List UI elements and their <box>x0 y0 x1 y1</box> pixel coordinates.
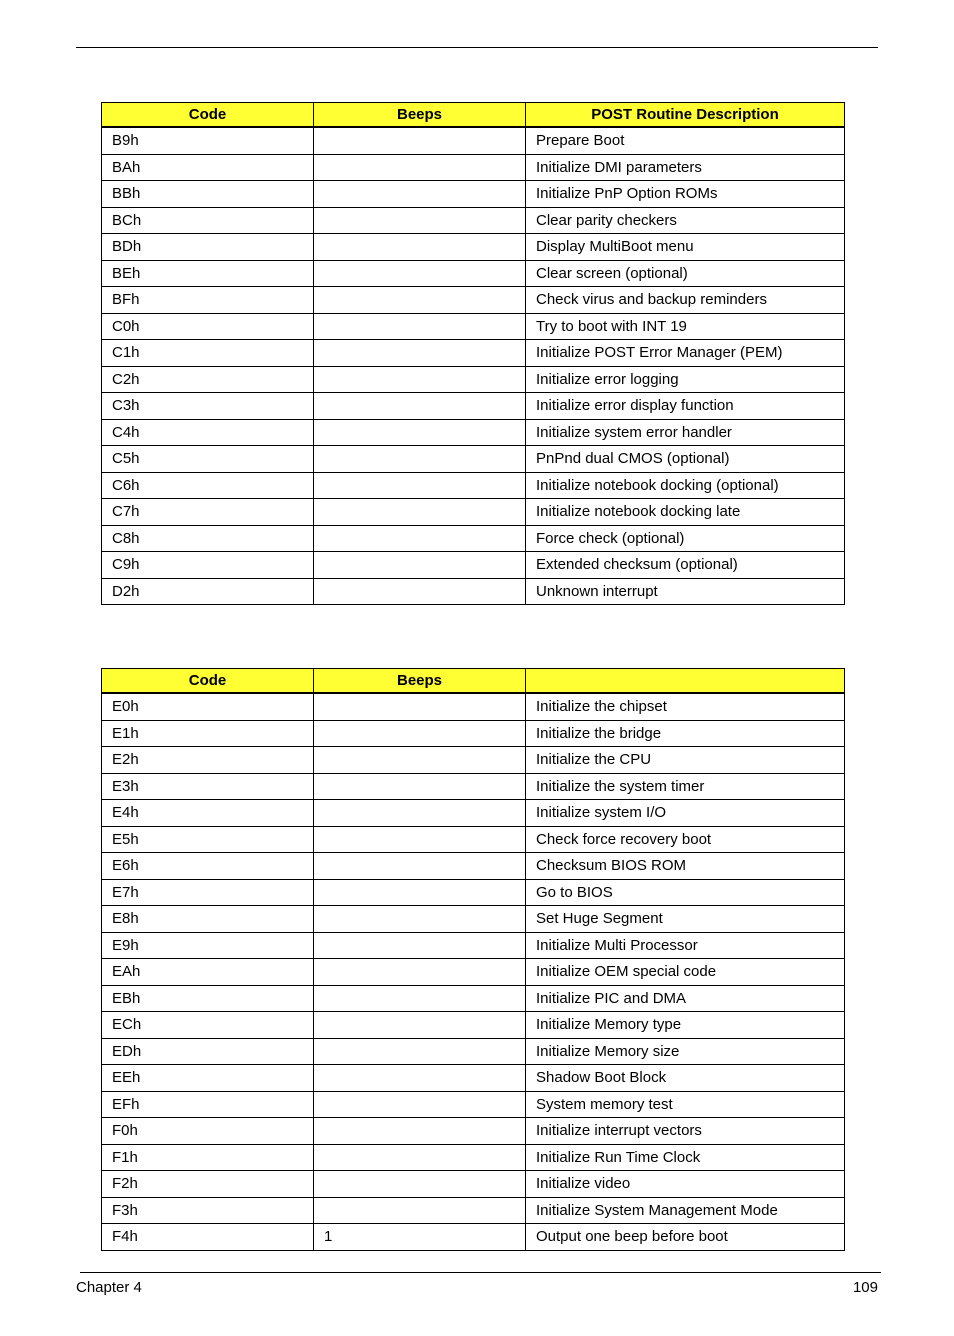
cell-code: C1h <box>102 340 314 367</box>
cell-beeps <box>314 1091 526 1118</box>
cell-description: Extended checksum (optional) <box>526 552 845 579</box>
cell-code: D2h <box>102 578 314 605</box>
cell-beeps <box>314 366 526 393</box>
table-row <box>102 747 845 774</box>
table-row <box>102 525 845 552</box>
cell-beeps <box>314 127 526 154</box>
table-row <box>102 393 845 420</box>
cell-beeps <box>314 340 526 367</box>
cell-description: Initialize the bridge <box>526 720 845 747</box>
cell-code: E0h <box>102 693 314 720</box>
cell-beeps <box>314 853 526 880</box>
cell-description: Initialize system I/O <box>526 800 845 827</box>
cell-description: Check force recovery boot <box>526 826 845 853</box>
cell-code: E8h <box>102 906 314 933</box>
table-row <box>102 578 845 605</box>
cell-code: E2h <box>102 747 314 774</box>
cell-beeps <box>314 879 526 906</box>
cell-beeps <box>314 154 526 181</box>
cell-description: Initialize notebook docking late <box>526 499 845 526</box>
table-header-row <box>102 669 845 694</box>
cell-beeps <box>314 207 526 234</box>
cell-code: C4h <box>102 419 314 446</box>
cell-description: Unknown interrupt <box>526 578 845 605</box>
cell-description: Initialize Memory size <box>526 1038 845 1065</box>
cell-description: Initialize PnP Option ROMs <box>526 181 845 208</box>
cell-code: C9h <box>102 552 314 579</box>
cell-description: Initialize notebook docking (optional) <box>526 472 845 499</box>
table-row <box>102 313 845 340</box>
cell-code: C5h <box>102 446 314 473</box>
table-row <box>102 800 845 827</box>
table-row <box>102 1224 845 1251</box>
cell-beeps <box>314 747 526 774</box>
cell-description: Initialize System Management Mode <box>526 1197 845 1224</box>
cell-code: F0h <box>102 1118 314 1145</box>
cell-description: System memory test <box>526 1091 845 1118</box>
cell-beeps <box>314 472 526 499</box>
cell-code: BDh <box>102 234 314 261</box>
table-row <box>102 127 845 154</box>
table-row <box>102 340 845 367</box>
table-row <box>102 1144 845 1171</box>
cell-description: Initialize error display function <box>526 393 845 420</box>
cell-beeps <box>314 773 526 800</box>
cell-code: C3h <box>102 393 314 420</box>
cell-beeps <box>314 578 526 605</box>
table-row <box>102 985 845 1012</box>
cell-description: Try to boot with INT 19 <box>526 313 845 340</box>
cell-description: Shadow Boot Block <box>526 1065 845 1092</box>
cell-beeps <box>314 693 526 720</box>
header-description <box>526 669 845 694</box>
table-row <box>102 906 845 933</box>
cell-beeps <box>314 552 526 579</box>
cell-code: ECh <box>102 1012 314 1039</box>
cell-description: Output one beep before boot <box>526 1224 845 1251</box>
bottom-rule <box>80 1272 881 1273</box>
cell-description: Check virus and backup reminders <box>526 287 845 314</box>
header-beeps: Beeps <box>314 669 526 694</box>
cell-description: Initialize PIC and DMA <box>526 985 845 1012</box>
cell-description: Initialize video <box>526 1171 845 1198</box>
cell-beeps <box>314 1118 526 1145</box>
header-code: Code <box>102 669 314 694</box>
table-row <box>102 1118 845 1145</box>
cell-beeps: 1 <box>314 1224 526 1251</box>
post-codes-table-2 <box>101 668 845 1251</box>
cell-code: E9h <box>102 932 314 959</box>
cell-code: C2h <box>102 366 314 393</box>
cell-code: F3h <box>102 1197 314 1224</box>
header-code: Code <box>102 103 314 128</box>
cell-code: BCh <box>102 207 314 234</box>
cell-beeps <box>314 1197 526 1224</box>
cell-code: C0h <box>102 313 314 340</box>
table-row <box>102 499 845 526</box>
cell-description: Initialize POST Error Manager (PEM) <box>526 340 845 367</box>
table-row <box>102 234 845 261</box>
cell-description: Set Huge Segment <box>526 906 845 933</box>
cell-description: Clear screen (optional) <box>526 260 845 287</box>
cell-description: Initialize OEM special code <box>526 959 845 986</box>
cell-beeps <box>314 287 526 314</box>
cell-beeps <box>314 393 526 420</box>
cell-description: Checksum BIOS ROM <box>526 853 845 880</box>
table-row <box>102 154 845 181</box>
cell-code: EEh <box>102 1065 314 1092</box>
cell-beeps <box>314 181 526 208</box>
cell-beeps <box>314 234 526 261</box>
cell-description: Force check (optional) <box>526 525 845 552</box>
cell-description: PnPnd dual CMOS (optional) <box>526 446 845 473</box>
cell-beeps <box>314 800 526 827</box>
table-row <box>102 1065 845 1092</box>
cell-code: C7h <box>102 499 314 526</box>
table-row <box>102 1197 845 1224</box>
cell-code: EAh <box>102 959 314 986</box>
top-rule <box>76 47 878 48</box>
cell-code: BAh <box>102 154 314 181</box>
cell-beeps <box>314 419 526 446</box>
cell-description: Initialize system error handler <box>526 419 845 446</box>
cell-beeps <box>314 499 526 526</box>
cell-description: Initialize Multi Processor <box>526 932 845 959</box>
cell-beeps <box>314 1144 526 1171</box>
cell-beeps <box>314 1038 526 1065</box>
table-row <box>102 366 845 393</box>
cell-code: EDh <box>102 1038 314 1065</box>
cell-description: Initialize Run Time Clock <box>526 1144 845 1171</box>
cell-beeps <box>314 1012 526 1039</box>
table-row <box>102 853 845 880</box>
cell-code: E4h <box>102 800 314 827</box>
table-row <box>102 1038 845 1065</box>
cell-beeps <box>314 525 526 552</box>
table-row <box>102 419 845 446</box>
table-row <box>102 773 845 800</box>
table-row <box>102 181 845 208</box>
header-beeps: Beeps <box>314 103 526 128</box>
table-row <box>102 287 845 314</box>
cell-description: Initialize Memory type <box>526 1012 845 1039</box>
cell-code: F2h <box>102 1171 314 1198</box>
table-row <box>102 1012 845 1039</box>
table-row <box>102 207 845 234</box>
cell-beeps <box>314 959 526 986</box>
cell-code: F1h <box>102 1144 314 1171</box>
footer-page-number: 109 <box>852 1279 878 1296</box>
cell-description: Prepare Boot <box>526 127 845 154</box>
cell-beeps <box>314 906 526 933</box>
footer-chapter: Chapter 4 <box>76 1279 142 1296</box>
cell-beeps <box>314 985 526 1012</box>
cell-description: Initialize the CPU <box>526 747 845 774</box>
post-codes-table-1 <box>101 102 845 605</box>
cell-beeps <box>314 720 526 747</box>
cell-beeps <box>314 446 526 473</box>
cell-description: Clear parity checkers <box>526 207 845 234</box>
cell-beeps <box>314 826 526 853</box>
cell-code: C6h <box>102 472 314 499</box>
table-row <box>102 472 845 499</box>
table-row <box>102 932 845 959</box>
cell-code: F4h <box>102 1224 314 1251</box>
cell-code: E5h <box>102 826 314 853</box>
cell-code: BFh <box>102 287 314 314</box>
cell-beeps <box>314 313 526 340</box>
cell-code: EBh <box>102 985 314 1012</box>
table-row <box>102 260 845 287</box>
cell-description: Display MultiBoot menu <box>526 234 845 261</box>
table-row <box>102 826 845 853</box>
cell-code: B9h <box>102 127 314 154</box>
cell-description: Initialize the chipset <box>526 693 845 720</box>
table-row <box>102 552 845 579</box>
table-row <box>102 1171 845 1198</box>
cell-description: Initialize interrupt vectors <box>526 1118 845 1145</box>
cell-code: BBh <box>102 181 314 208</box>
header-description: POST Routine Description <box>526 103 845 128</box>
table-row <box>102 693 845 720</box>
cell-beeps <box>314 1171 526 1198</box>
cell-description: Go to BIOS <box>526 879 845 906</box>
table-header-row <box>102 103 845 128</box>
table-row <box>102 720 845 747</box>
cell-code: C8h <box>102 525 314 552</box>
cell-beeps <box>314 260 526 287</box>
cell-beeps <box>314 932 526 959</box>
cell-code: E6h <box>102 853 314 880</box>
cell-code: BEh <box>102 260 314 287</box>
table-row <box>102 879 845 906</box>
cell-beeps <box>314 1065 526 1092</box>
cell-code: EFh <box>102 1091 314 1118</box>
cell-description: Initialize DMI parameters <box>526 154 845 181</box>
cell-code: E1h <box>102 720 314 747</box>
table-row <box>102 1091 845 1118</box>
table-row <box>102 959 845 986</box>
cell-description: Initialize the system timer <box>526 773 845 800</box>
cell-description: Initialize error logging <box>526 366 845 393</box>
table-row <box>102 446 845 473</box>
cell-code: E3h <box>102 773 314 800</box>
cell-code: E7h <box>102 879 314 906</box>
